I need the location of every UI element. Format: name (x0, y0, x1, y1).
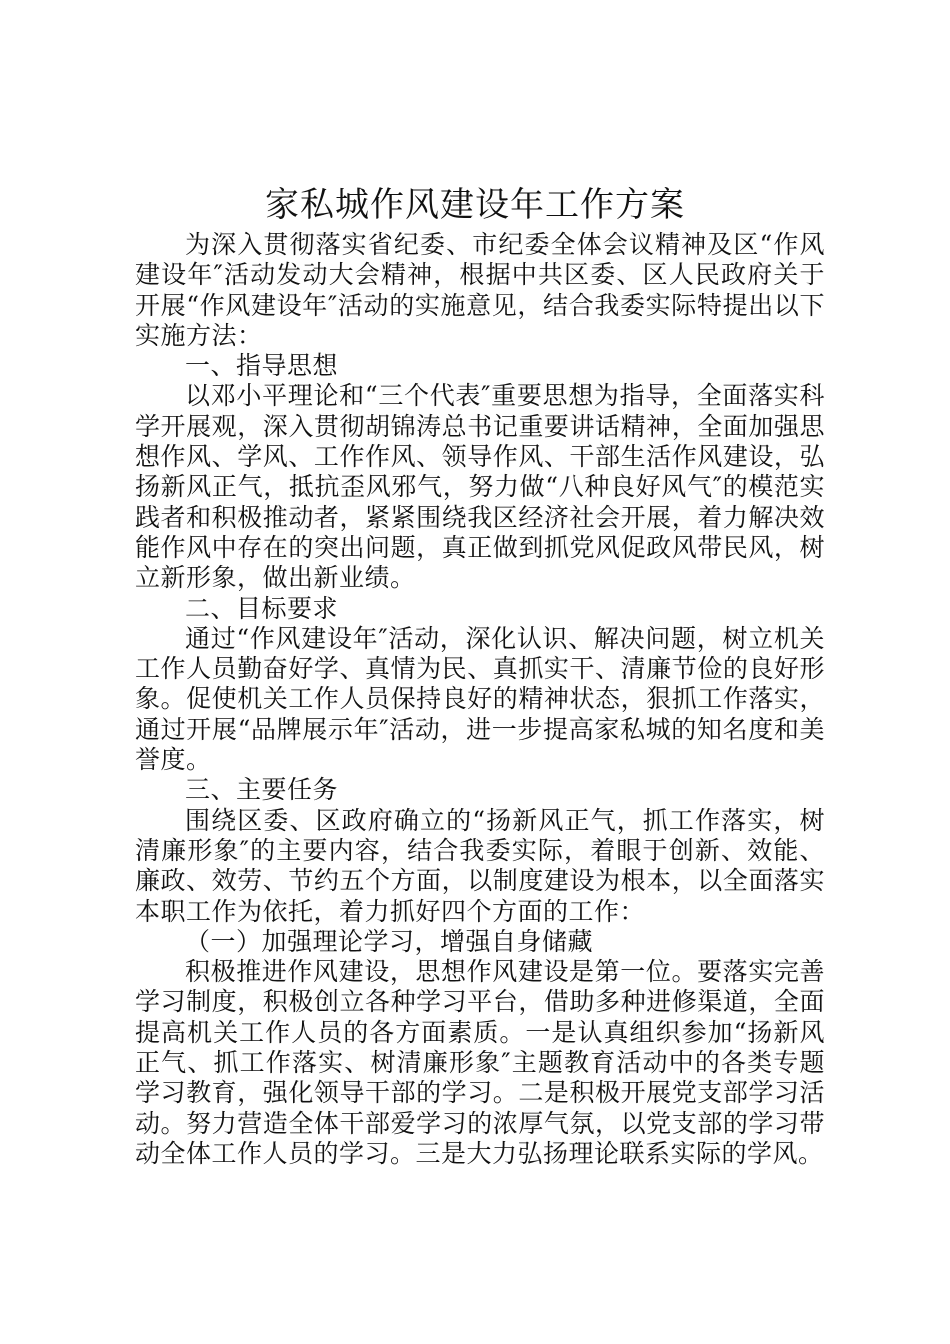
document-body (135, 230, 825, 1169)
intro-paragraph: 为深入贯彻落实省纪委、市纪委全体会议精神及区“作风建设年″活动发动大会精神，根据中共区委、区人民政府关于开展“作风建设年″活动的实施意见，结合我委实际特提出以下实施方法： (135, 230, 825, 350)
section-heading-goals: 二、目标要求 (185, 593, 339, 623)
section-heading-main-tasks: 三、主要任务 (185, 775, 339, 805)
section-body-guiding-ideology: 以邓小平理论和“三个代表″重要思想为指导，全面落实科学开展观，深入贯彻胡锦涛总书记重要讲话精神，全面加强思想作风、学风、工作作风、领导作风、干部生活作风建设，弘扬新风正气，抵抗歪风邪气，努力做“八种良好风气″的模范实践者和积极推动者，紧紧围绕我区经济社会开展，着力解决效能作风中存在的突出问题，真正做到抓党风促政风带民风，树立新形象，做出新业绩。 (135, 381, 825, 593)
section-body-goals: 通过“作风建设年″活动，深化认识、解决问题，树立机关工作人员勤奋好学、真情为民、真抓实干、清廉节俭的良好形象。促使机关工作人员保持良好的精神状态，狠抓工作落实，通过开展“品牌展示年″活动，进一步提高家私城的知名度和美誉度。 (135, 623, 825, 775)
document-title: 家私城作风建设年工作方案 (265, 185, 685, 225)
subsection-heading-theory-study: （一）加强理论学习，增强自身储藏 (185, 926, 594, 956)
subsection-body-theory-study: 积极推进作风建设，思想作风建设是第一位。要落实完善学习制度，积极创立各种学习平台，借助多种进修渠道，全面提高机关工作人员的各方面素质。一是认真组织参加“扬新风正气、抓工作落实、树清廉形象″主题教育活动中的各类专题学习教育，强化领导干部的学习。二是积极开展党支部学习活动。努力营造全体干部爱学习的浓厚气氛，以党支部的学习带动全体工作人员的学习。三是大力弘扬理论联系实际的学风。 (135, 957, 825, 1168)
section-heading-guiding-ideology: 一、指导思想 (185, 351, 339, 381)
section-body-main-tasks: 围绕区委、区政府确立的“扬新风正气，抓工作落实，树清廉形象″的主要内容，结合我委实际，着眼于创新、效能、廉政、效劳、节约五个方面，以制度建设为根本，以全面落实本职工作为依托，着力抓好四个方面的工作： (135, 805, 825, 926)
